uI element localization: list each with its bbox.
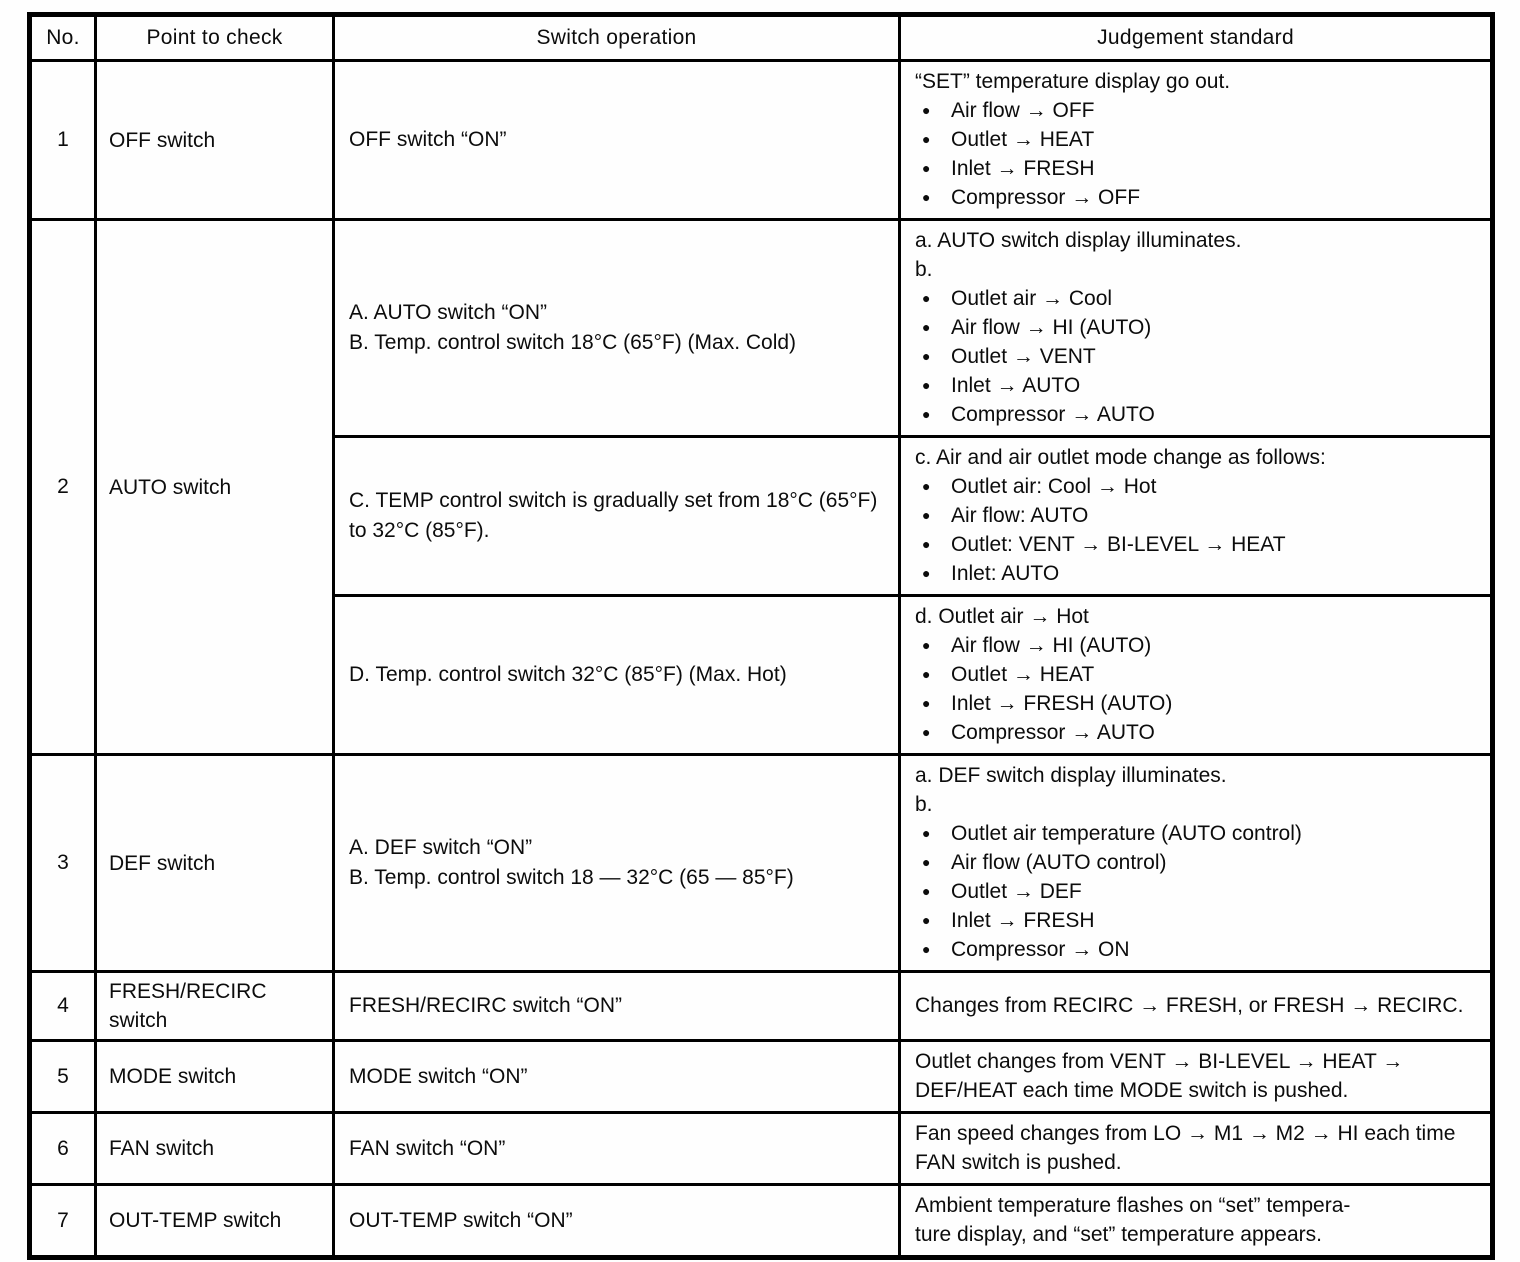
judgement-cell (900, 437, 1493, 596)
judgement-line (915, 255, 1480, 284)
judgement-text: Air flow → OFF (951, 99, 1095, 122)
judgement-line (915, 819, 1480, 848)
bullet-icon: ● (922, 348, 931, 364)
judgement-text: Inlet → FRESH (951, 157, 1095, 180)
switch-operation-cell (334, 61, 900, 220)
judgement-line (915, 877, 1480, 906)
judgement-line (915, 154, 1480, 183)
judgement-text: Inlet → FRESH (951, 909, 1095, 932)
judgement-line (915, 991, 1480, 1020)
row-number-cell: 6 (30, 1113, 96, 1185)
header-row (30, 15, 1493, 61)
judgement-line (915, 1191, 1480, 1220)
switch-operation-line: A. DEF switch “ON” (349, 836, 533, 859)
judgement-text: Inlet → AUTO (951, 374, 1081, 397)
judgement-cell (900, 1041, 1493, 1113)
judgement-text: Outlet → HEAT (951, 663, 1095, 686)
bullet-icon: ● (922, 536, 931, 552)
judgement-text: ture display, and “set” temperature appears. (915, 1223, 1322, 1246)
judgement-text: Compressor → AUTO (951, 721, 1155, 744)
switch-operation-line: B. Temp. control switch 18°C (65°F) (Max. Cold) (349, 331, 797, 354)
bullet-icon: ● (922, 912, 931, 928)
point-to-check-cell: OFF switch (96, 61, 334, 220)
bullet-icon: ● (922, 854, 931, 870)
bullet-icon: ● (922, 406, 931, 422)
judgement-text: a. DEF switch display illuminates. (915, 764, 1227, 787)
bullet-icon: ● (922, 883, 931, 899)
judgement-text: Air flow → HI (AUTO) (951, 316, 1152, 339)
row-number-cell: 4 (30, 972, 96, 1041)
bullet-icon: ● (922, 102, 931, 118)
bullet-icon: ● (922, 941, 931, 957)
judgement-cell (900, 61, 1493, 220)
row-number-cell: 5 (30, 1041, 96, 1113)
bullet-icon: ● (922, 565, 931, 581)
switch-operation-cell (334, 1185, 900, 1258)
switch-operation-cell (334, 1041, 900, 1113)
column-header-switch-operation: Switch operation (334, 15, 900, 61)
point-to-check-cell: FRESH/RECIRC switch (96, 972, 334, 1041)
bullet-icon: ● (922, 825, 931, 841)
switch-operation-line: FRESH/RECIRC switch “ON” (349, 994, 623, 1017)
switch-operation-line: OUT-TEMP switch “ON” (349, 1208, 573, 1232)
judgement-line (915, 342, 1480, 371)
row-number-cell: 1 (30, 61, 96, 220)
judgement-text: Outlet air temperature (AUTO control) (951, 822, 1302, 845)
switch-operation-cell (334, 972, 900, 1041)
judgement-line (915, 602, 1480, 631)
judgement-text: Ambient temperature flashes on “set” tempera- (915, 1194, 1351, 1217)
judgement-cell (900, 596, 1493, 755)
judgement-cell (900, 755, 1493, 972)
row-number-cell: 2 (30, 220, 96, 755)
judgement-text: “SET” temperature display go out. (915, 70, 1231, 93)
judgement-line (915, 530, 1480, 559)
judgement-text: Inlet → FRESH (AUTO) (951, 692, 1173, 715)
judgement-line (915, 125, 1480, 154)
point-to-check-cell: FAN switch (96, 1113, 334, 1185)
bullet-icon: ● (922, 189, 931, 205)
judgement-text: Outlet → VENT (951, 345, 1096, 368)
judgement-text: Air flow: AUTO (951, 504, 1089, 527)
column-header-judgement-standard: Judgement standard (900, 15, 1493, 61)
table-row (30, 1185, 1493, 1258)
judgement-text: Compressor → AUTO (951, 403, 1155, 426)
table-row (30, 1041, 1493, 1113)
bullet-icon: ● (922, 478, 931, 494)
judgement-text: Outlet → HEAT (951, 128, 1095, 151)
switch-operation-cell (334, 220, 900, 437)
switch-operation-line: A. AUTO switch “ON” (349, 301, 547, 324)
judgement-text: b. (915, 793, 933, 816)
judgement-text: Outlet air: Cool → Hot (951, 475, 1157, 498)
judgement-line (915, 67, 1480, 96)
judgement-line (915, 96, 1480, 125)
point-to-check-cell: MODE switch (96, 1041, 334, 1113)
judgement-cell (900, 972, 1493, 1041)
table-row (30, 220, 1493, 437)
judgement-text: Compressor → ON (951, 938, 1130, 961)
bullet-icon: ● (922, 131, 931, 147)
table-row (30, 972, 1493, 1041)
judgement-text: Air flow → HI (AUTO) (951, 634, 1152, 657)
judgement-line (915, 472, 1480, 501)
judgement-line (915, 400, 1480, 429)
judgement-line (915, 284, 1480, 313)
judgement-line (915, 501, 1480, 530)
judgement-cell (900, 1185, 1493, 1258)
switch-operation-line: D. Temp. control switch 32°C (85°F) (Max. Hot) (349, 663, 787, 686)
bullet-icon: ● (922, 507, 931, 523)
judgement-text: Outlet air → Cool (951, 287, 1113, 310)
judgement-line (915, 935, 1480, 964)
judgement-cell (900, 1113, 1493, 1185)
judgement-line (915, 906, 1480, 935)
switch-operation-cell (334, 1113, 900, 1185)
judgement-line (915, 443, 1480, 472)
judgement-text: Compressor → OFF (951, 186, 1141, 209)
switch-operation-line: C. TEMP control switch is gradually set from 18°C (65°F) to 32°C (85°F). (349, 489, 878, 542)
judgement-line (915, 559, 1480, 588)
row-number-cell: 3 (30, 755, 96, 972)
judgement-line (915, 790, 1480, 819)
point-to-check-cell: OUT-TEMP switch (96, 1185, 334, 1258)
judgement-text: Fan speed changes from LO → M1 → M2 → HI each time FAN switch is pushed. (915, 1122, 1456, 1174)
bullet-icon: ● (922, 377, 931, 393)
judgement-line (915, 1047, 1480, 1105)
judgement-line (915, 1220, 1480, 1249)
judgement-line (915, 660, 1480, 689)
judgement-text: Air flow (AUTO control) (951, 851, 1167, 874)
switch-operation-line: FAN switch “ON” (349, 1136, 506, 1160)
point-to-check-cell: DEF switch (96, 755, 334, 972)
judgement-line (915, 313, 1480, 342)
bullet-icon: ● (922, 290, 931, 306)
judgement-cell (900, 220, 1493, 437)
bullet-icon: ● (922, 637, 931, 653)
judgement-line (915, 1119, 1480, 1177)
bullet-icon: ● (922, 695, 931, 711)
bullet-icon: ● (922, 666, 931, 682)
switch-check-table (27, 12, 1495, 1260)
judgement-line (915, 631, 1480, 660)
bullet-icon: ● (922, 724, 931, 740)
switch-operation-line: B. Temp. control switch 18 — 32°C (65 — 85°F) (349, 866, 794, 889)
switch-operation-cell (334, 437, 900, 596)
column-header-point-to-check: Point to check (96, 15, 334, 61)
judgement-text: Changes from RECIRC → FRESH, or FRESH → RECIRC. (915, 994, 1464, 1017)
judgement-text: d. Outlet air → Hot (915, 605, 1089, 628)
bullet-icon: ● (922, 160, 931, 176)
judgement-line (915, 183, 1480, 212)
judgement-text: c. Air and air outlet mode change as follows: (915, 446, 1326, 469)
judgement-line (915, 371, 1480, 400)
table-row (30, 1113, 1493, 1185)
table-row (30, 61, 1493, 220)
judgement-text: Outlet changes from VENT → BI-LEVEL → HEAT → DEF/HEAT each time MODE switch is pushed. (915, 1050, 1404, 1102)
judgement-line (915, 689, 1480, 718)
judgement-line (915, 761, 1480, 790)
bullet-icon: ● (922, 319, 931, 335)
judgement-text: Inlet: AUTO (951, 562, 1060, 585)
judgement-text: Outlet → DEF (951, 880, 1082, 903)
judgement-line (915, 848, 1480, 877)
table-row (30, 755, 1493, 972)
judgement-text: Outlet: VENT → BI-LEVEL → HEAT (951, 533, 1286, 556)
point-to-check-cell: AUTO switch (96, 220, 334, 755)
switch-operation-line: MODE switch “ON” (349, 1064, 528, 1088)
switch-operation-cell (334, 755, 900, 972)
switch-operation-cell (334, 596, 900, 755)
judgement-line (915, 718, 1480, 747)
judgement-line (915, 226, 1480, 255)
row-number-cell: 7 (30, 1185, 96, 1258)
switch-operation-line: OFF switch “ON” (349, 128, 507, 151)
judgement-text: b. (915, 258, 933, 281)
column-header-no: No. (30, 15, 96, 61)
judgement-text: a. AUTO switch display illuminates. (915, 229, 1242, 252)
